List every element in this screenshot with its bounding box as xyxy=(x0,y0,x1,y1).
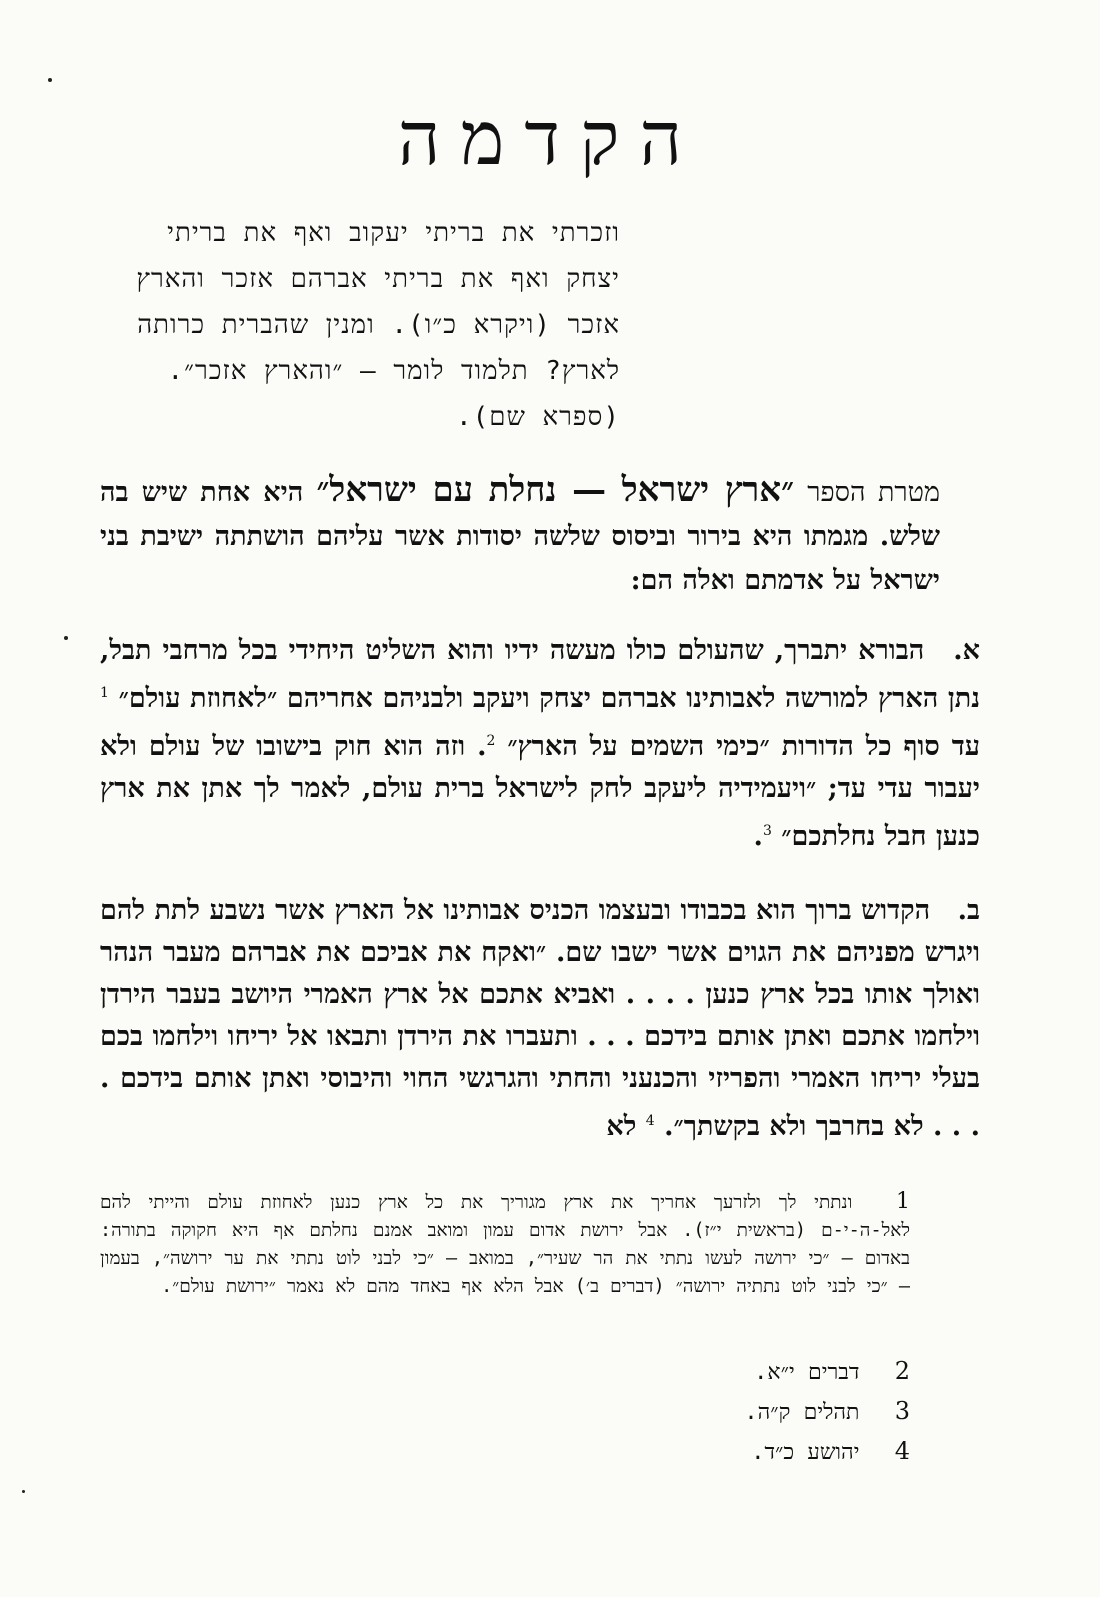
footnote-4 xyxy=(610,1436,910,1468)
epigraph xyxy=(100,210,620,440)
book-title: ״ארץ ישראל — נחלת עם ישראל״ xyxy=(316,470,795,510)
principle-b xyxy=(100,890,980,1148)
principle-text: עד סוף כל הדורות ״כימי השמים על הארץ״ xyxy=(507,731,980,762)
scan-speck xyxy=(22,1490,25,1493)
epigraph-line: וזכרתי את בריתי יעקוב ואף את בריתי xyxy=(167,218,620,248)
epigraph-line: יצחק ואף את בריתי אברהם אזכר והארץ xyxy=(136,264,620,294)
footnote-ref[interactable]: 4 xyxy=(645,1113,655,1129)
footnote-text: יהושע כ״ד. xyxy=(751,1440,860,1465)
principle-letter: א. xyxy=(953,635,981,666)
epigraph-line: אזכר (ויקרא כ״ו). ומנין שהברית כרותה xyxy=(137,310,620,340)
principle-letter: ב. xyxy=(957,895,980,926)
footnote-text: דברים י״א. xyxy=(754,1360,860,1385)
principle-text: הבורא יתברך, שהעולם כולו מעשה ידיו והוא השליט היחידי בכל מרחבי תבל, נתן הארץ למורשה לאבותינו אברהם יצחק ויעקב ולבניהם אחריהם ״לאחוזת עולם״ xyxy=(100,635,980,714)
footnote-number: 3 xyxy=(894,1397,910,1425)
intro-text: היא אחת שיש בה שלש. מגמתו היא בירור וביסוס שלשה יסודות אשר עליהם הושתתה ישיבת בני ישראל על אדמתם ואלה הם: xyxy=(100,477,940,596)
footnote-3 xyxy=(610,1396,910,1428)
epigraph-source: (ספרא שם). xyxy=(455,402,620,432)
footnote-number: 1 xyxy=(895,1189,910,1214)
footnote-number: 4 xyxy=(894,1437,910,1465)
footnote-1 xyxy=(100,1188,910,1301)
scan-speck xyxy=(64,636,68,640)
footnote-ref[interactable]: 1 xyxy=(100,685,109,701)
epigraph-line: לארץ? תלמוד לומר — ״והארץ אזכר״. xyxy=(167,356,620,386)
footnote-text: ונתתי לך ולזרעך אחריך את ארץ מגוריך את כל ארץ כנען לאחוזת עולם והייתי להם לאל-ה-י-ם (בראשית י״ז). אבל ירושת אדום עמון ומואב אמנם נחלתם אף היא חקוקה בתורה: באדום — ״כי ירושה לעשו נתתי את הר שעיר״, במואב — ״כי לבני לוט נתתי את ער ירושה״, בעמון — ״כי לבני לוט נתתיה ירושה״ (דברים ב׳) אבל הלא אף באחד מהם לא נאמר ״ירושת עולם״. xyxy=(100,1192,910,1297)
intro-paragraph xyxy=(100,468,940,603)
scan-speck xyxy=(48,78,52,82)
footnote-2 xyxy=(610,1356,910,1388)
principle-a xyxy=(100,630,980,858)
principle-text: הקדוש ברוך הוא בכבודו ובעצמו הכניס אבותינו אל הארץ אשר נשבע לתת להם ויגרש מפניהם את הגוים אשר ישבו שם. ״ואקח את אביכם את אברהם מעבר הנהר ואולך אותו בכל ארץ כנען . . . . ואביא אתכם אל ארץ האמרי היושב בעבר הירדן וילחמו אתכם ואתן אותם בידכם . . . ותעברו את הירדן ותבאו אל יריחו וילחמו בכם בעלי יריחו האמרי והפריזי והכנעני והחתי והגרגשי החוי והיבוסי ואתן אותם בידכם . . . . לא בחרבך ולא בקשתך״. xyxy=(100,895,980,1142)
principle-text: . xyxy=(753,821,763,852)
footnote-number: 2 xyxy=(894,1357,910,1385)
footnote-text: תהלים ק״ה. xyxy=(744,1400,860,1425)
principle-text: . וזה הוא חוק בישובו של עולם ולא יעבור עדי עד; ״ויעמידיה ליעקב לחק לישראל ברית עולם, לאמר לך אתן את ארץ כנען חבל נחלתכם״ xyxy=(100,731,980,852)
intro-lead: מטרת הספר xyxy=(807,477,940,508)
footnote-ref[interactable]: 3 xyxy=(762,823,772,839)
footnote-ref[interactable]: 2 xyxy=(486,733,496,749)
page-title: הקדמה xyxy=(397,96,703,182)
principle-text: לא xyxy=(606,1111,637,1142)
